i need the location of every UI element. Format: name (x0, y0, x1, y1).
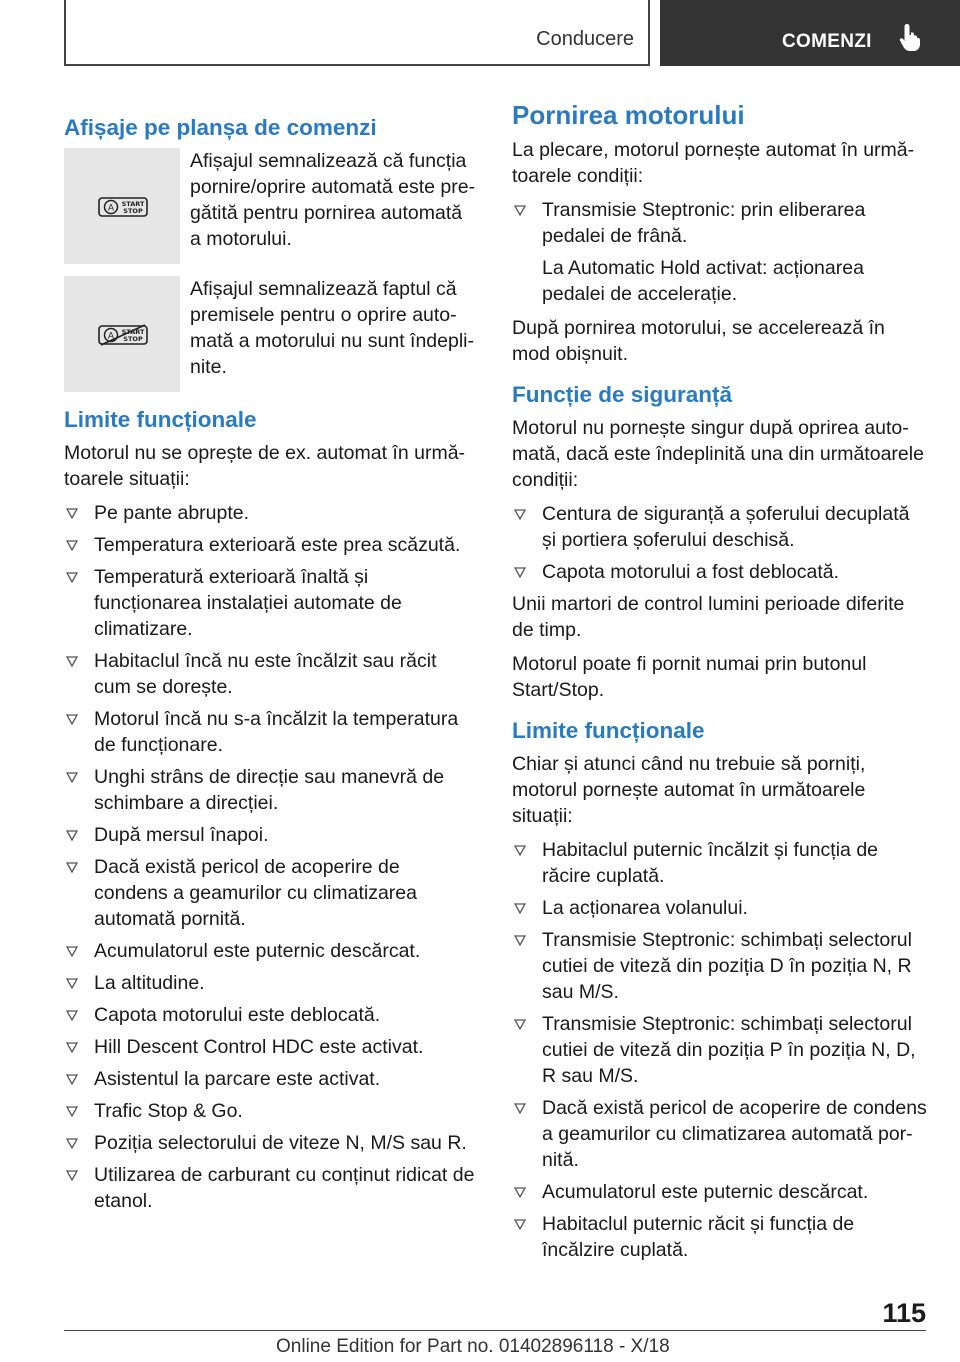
triangle-bullet-icon (514, 205, 526, 216)
section-title-safety: Funcție de siguranță (512, 382, 733, 408)
list-item: După mersul înapoi. (64, 822, 476, 848)
svg-text:A: A (107, 203, 115, 214)
list-item: La acționarea volanului. (512, 895, 928, 921)
section-title-displays: Afișaje pe planșa de comenzi (64, 115, 377, 140)
engine-start-intro: La plecare, motorul pornește automat în următoarele condiții: (512, 139, 915, 188)
svg-text:STOP: STOP (123, 207, 143, 216)
list-item: Transmisie Steptronic: schimbați selectorul cutiei de viteză din poziția P în poziția N, D, R sau M/S. (512, 1011, 928, 1089)
triangle-bullet-icon (66, 540, 78, 551)
header-section-box (64, 0, 650, 66)
svg-text:START: START (121, 200, 145, 209)
safety-intro: Motorul nu pornește singur după oprirea automată, dacă este îndeplinită una din următoarele condiții: (512, 417, 924, 492)
list-item: Habitaclul puternic răcit și funcția de încălzire cuplată. (512, 1211, 928, 1263)
list-item: Poziția selectorului de viteze N, M/S sau R. (64, 1130, 476, 1156)
triangle-bullet-icon (66, 656, 78, 667)
list-item: La altitudine. (64, 970, 476, 996)
triangle-bullet-icon (66, 1106, 78, 1117)
triangle-bullet-icon (66, 1042, 78, 1053)
limits-right-list (512, 837, 928, 1263)
header-chapter-title: COMENZI (782, 31, 872, 52)
triangle-bullet-icon (66, 1138, 78, 1149)
list-item: Acumulatorul este puternic descărcat. (64, 938, 476, 964)
triangle-bullet-icon (66, 1074, 78, 1085)
list-item: Unghi strâns de direcție sau manevră de schimbare a direcției. (64, 764, 476, 816)
auto-start-stop-crossed-icon (98, 324, 148, 346)
auto-start-stop-image (64, 148, 180, 264)
list-item: Dacă există pericol de acoperire de condens a geamurilor cu climatizarea automată pornită. (64, 854, 476, 932)
triangle-bullet-icon (66, 862, 78, 873)
safety-note-button: Motorul poate fi pornit numai prin butonul Start/Stop. (512, 653, 867, 702)
list-item: Acumulatorul este puternic descărcat. (512, 1179, 928, 1205)
list-item: Transmisie Steptronic: schimbați selectorul cutiei de viteză din poziția D în poziția N, R sau M/S. (512, 927, 928, 1005)
triangle-bullet-icon (514, 903, 526, 914)
display-not-met-text: Afișajul semnalizează faptul că premisele pentru o oprire automată a motorului nu sunt îndeplinite. (190, 278, 474, 379)
triangle-bullet-icon (514, 1019, 526, 1030)
triangle-bullet-icon (66, 978, 78, 989)
svg-text:STOP: STOP (123, 335, 143, 344)
right-column (512, 100, 928, 1269)
auto-start-stop-crossed-image (64, 276, 180, 392)
footer-divider (64, 1330, 926, 1331)
engine-start-after: După pornirea motorului, se accelerează în mod obișnuit. (512, 317, 885, 366)
list-item: Centura de siguranță a șoferului decuplată și portiera șoferului deschisă. (512, 501, 928, 553)
engine-start-list (512, 197, 928, 249)
footer-edition: Online Edition for Part no. 01402896118 - X/18 (276, 1336, 670, 1357)
list-item: Pe pante abrupte. (64, 500, 476, 526)
limits-left-intro: Motorul nu se oprește de ex. automat în următoarele situații: (64, 442, 466, 491)
header-chapter-tab (660, 0, 960, 66)
auto-start-stop-icon (98, 196, 148, 218)
list-item: Dacă există pericol de acoperire de condens a geamurilor cu climatizarea automată pornită. (512, 1095, 928, 1173)
hand-pointer-icon (898, 22, 924, 52)
triangle-bullet-icon (66, 508, 78, 519)
list-item: Capota motorului este deblocată. (64, 1002, 476, 1028)
triangle-bullet-icon (66, 714, 78, 725)
list-item: Habitaclul încă nu este încălzit sau răcit cum se dorește. (64, 648, 476, 700)
triangle-bullet-icon (66, 772, 78, 783)
header-section-title: Conducere (536, 28, 634, 50)
page-number: 115 (882, 1298, 926, 1328)
triangle-bullet-icon (514, 1219, 526, 1230)
display-row-not-met (64, 276, 476, 392)
list-item: Trafic Stop & Go. (64, 1098, 476, 1124)
triangle-bullet-icon (514, 567, 526, 578)
triangle-bullet-icon (514, 845, 526, 856)
list-item: Hill Descent Control HDC este activat. (64, 1034, 476, 1060)
svg-text:A: A (107, 331, 115, 342)
limits-left-list (64, 500, 476, 1214)
left-column (64, 100, 476, 1220)
svg-text:START: START (121, 328, 145, 337)
display-ready-text: Afișajul semnalizează că funcția pornire/oprire automată este pregătită pentru pornirea automată a motorului. (190, 150, 476, 251)
triangle-bullet-icon (514, 1187, 526, 1198)
section-title-engine-start: Pornirea motorului (512, 100, 745, 130)
triangle-bullet-icon (66, 946, 78, 957)
triangle-bullet-icon (66, 1170, 78, 1181)
list-item: Utilizarea de carburant cu conținut ridicat de etanol. (64, 1162, 476, 1214)
list-item: Capota motorului a fost deblocată. (512, 559, 928, 585)
list-item: Motorul încă nu s-a încălzit la temperatura de funcționare. (64, 706, 476, 758)
safety-list (512, 501, 928, 585)
section-title-limits-right: Limite funcționale (512, 718, 705, 744)
section-title-limits-left: Limite funcționale (64, 407, 257, 433)
list-item: Transmisie Steptronic: prin eliberarea pedalei de frână. (512, 197, 928, 249)
triangle-bullet-icon (66, 572, 78, 583)
limits-right-intro: Chiar și atunci când nu trebuie să porniți, motorul pornește automat în următoarele situații: (512, 753, 866, 828)
triangle-bullet-icon (514, 509, 526, 520)
page-header (0, 0, 960, 66)
triangle-bullet-icon (66, 830, 78, 841)
triangle-bullet-icon (66, 1010, 78, 1021)
triangle-bullet-icon (514, 935, 526, 946)
list-item: Habitaclul puternic încălzit și funcția de răcire cuplată. (512, 837, 928, 889)
safety-note-lights: Unii martori de control lumini perioade diferite de timp. (512, 593, 905, 642)
list-item: Temperatură exterioară înaltă și funcționarea instalației automate de climatizare. (64, 564, 476, 642)
engine-start-subnote: La Automatic Hold activat: acționarea pedalei de accelerație. (542, 257, 864, 306)
triangle-bullet-icon (514, 1103, 526, 1114)
list-item: Temperatura exterioară este prea scăzută. (64, 532, 476, 558)
display-row-ready (64, 148, 476, 264)
list-item: Asistentul la parcare este activat. (64, 1066, 476, 1092)
